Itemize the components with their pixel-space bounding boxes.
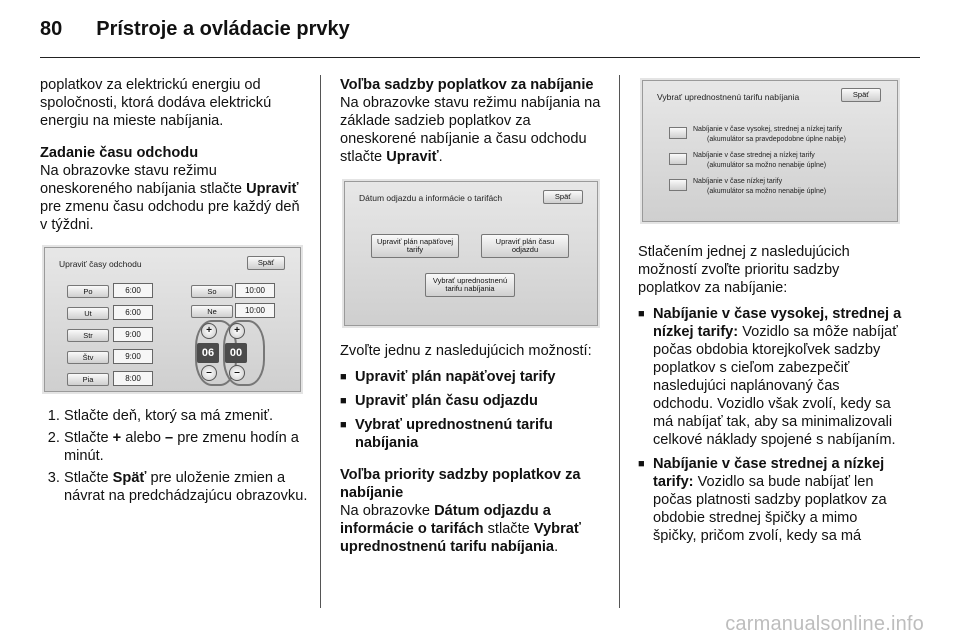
day-time-ne[interactable]: 10:00 [235, 303, 275, 318]
priority-item: ■ Nabíjanie v čase vysokej, strednej a nízkej tarify: Vozidlo sa môže nabíjať počas obdobia ktorejkoľvek sadzby poplatkov s cieľom zabezpečiť nasledujúci naplánovaný čas odchodu. Vozidlo však zvolí, kedy sa má nabíjať tak, aby sa minimalizovali celkové náklady spojené s nabíjaním. [638, 305, 902, 449]
day-time-ut[interactable]: 6:00 [113, 305, 153, 320]
column-3 [638, 243, 902, 551]
step-2: 2. Stlačte + alebo – pre zmenu hodín a minút. [64, 429, 310, 465]
tariff-info-screen [344, 181, 598, 326]
preferred-tariff-screen [642, 80, 898, 222]
section-heading-tariff: Voľba sadzby poplatkov za nabíjanie [340, 77, 594, 93]
back-button[interactable]: Späť [247, 256, 285, 270]
section-heading-departure: Zadanie času odchodu [40, 145, 199, 161]
option-item: ■ Upraviť plán času odjazdu [340, 392, 608, 410]
day-button-str[interactable]: Str [67, 329, 109, 342]
choose-text: Zvoľte jednu z nasledujúcich možností: [340, 343, 592, 359]
page-number: 80 [40, 18, 63, 40]
intro-text: poplatkov za elektrickú energiu od spoločnosti, ktorá dodáva elektrickú energiu na mieste nabíjania. [40, 77, 272, 129]
option-checkbox-mid-low[interactable] [669, 153, 687, 165]
back-button[interactable]: Späť [543, 190, 583, 204]
option-item: ■ Vybrať uprednostnenú tarifu nabíjania [340, 416, 608, 452]
day-time-pia[interactable]: 8:00 [113, 371, 153, 386]
day-time-po[interactable]: 6:00 [113, 283, 153, 298]
edit-departure-plan-button[interactable]: Upraviť plán času odjazdu [481, 234, 569, 258]
hour-plus-button[interactable]: + [201, 323, 217, 339]
option-label: Nabíjanie v čase strednej a nízkej tarify [693, 152, 815, 159]
minute-minus-button[interactable]: – [229, 365, 245, 381]
day-time-stv[interactable]: 9:00 [113, 349, 153, 364]
screen-title: Vybrať uprednostnenú tarifu nabíjania [657, 92, 800, 102]
column-1 [40, 76, 308, 234]
option-sublabel: (akumulátor sa možno nenabije úplne) [707, 188, 827, 195]
day-button-so[interactable]: So [191, 285, 233, 298]
priority-instructions: Na obrazovke Dátum odjazdu a informácie o tarifách stlačte Vybrať uprednostnenú tarifu nabíjania. [340, 503, 581, 555]
option-sublabel: (akumulátor sa možno nenabije úplne) [707, 162, 827, 169]
minute-value: 00 [225, 343, 247, 363]
option-checkbox-low[interactable] [669, 179, 687, 191]
day-button-stv[interactable]: Štv [67, 351, 109, 364]
day-time-str[interactable]: 9:00 [113, 327, 153, 342]
departure-instructions: Na obrazovke stavu režimu oneskoreného nabíjania stlačte Upraviť pre zmenu času odchodu pre každý deň v týždni. [40, 163, 300, 233]
column-divider-2 [619, 75, 620, 608]
tariff-instructions: Na obrazovke stavu režimu nabíjania na základe sadzieb poplatkov za oneskorené nabíjanie a času odchodu stlačte Upraviť. [340, 95, 601, 165]
section-heading-priority: Voľba priority sadzby poplatkov za nabíjanie [340, 467, 581, 501]
departure-times-screen [44, 247, 301, 392]
option-label: Nabíjanie v čase nízkej tarify [693, 178, 783, 185]
page-header [40, 18, 350, 41]
screen-title: Upraviť časy odchodu [59, 259, 142, 269]
day-button-ut[interactable]: Ut [67, 307, 109, 320]
priority-intro: Stlačením jednej z nasledujúcich možností zvoľte prioritu sadzby poplatkov za nabíjanie: [638, 244, 850, 296]
option-sublabel: (akumulátor sa pravdepodobne úplne nabije) [707, 136, 846, 143]
hour-value: 06 [197, 343, 219, 363]
edit-voltage-tariff-button[interactable]: Upraviť plán napäťovej tarify [371, 234, 459, 258]
screen-title: Dátum odjazdu a informácie o tarifách [359, 193, 503, 203]
step-3: 3. Stlačte Späť pre uloženie zmien a návrat na predchádzajúcu obrazovku. [64, 469, 310, 505]
step-1: 1. Stlačte deň, ktorý sa má zmeniť. [64, 407, 310, 425]
page-title: Prístroje a ovládacie prvky [96, 18, 350, 40]
option-checkbox-high-mid-low[interactable] [669, 127, 687, 139]
header-divider [40, 57, 920, 58]
hour-minus-button[interactable]: – [201, 365, 217, 381]
column-2-lower [340, 342, 608, 556]
priority-item: ■ Nabíjanie v čase strednej a nízkej tarify: Vozidlo sa bude nabíjať len počas platnosti sadzby poplatkov za obdobie strednej špičky a mimo špičky, pričom zvolí, kedy sa má [638, 455, 902, 545]
minute-plus-button[interactable]: + [229, 323, 245, 339]
watermark: carmanualsonline.info [725, 613, 924, 635]
option-item: ■ Upraviť plán napäťovej tarify [340, 368, 608, 386]
day-button-po[interactable]: Po [67, 285, 109, 298]
option-label: Nabíjanie v čase vysokej, strednej a nízkej tarify [693, 126, 843, 133]
back-button[interactable]: Späť [841, 88, 881, 102]
day-button-pia[interactable]: Pia [67, 373, 109, 386]
column-2 [340, 76, 608, 166]
select-preferred-tariff-button[interactable]: Vybrať uprednostnenú tarifu nabíjania [425, 273, 515, 297]
steps-list [40, 407, 310, 509]
column-divider-1 [320, 75, 321, 608]
day-time-so[interactable]: 10:00 [235, 283, 275, 298]
day-button-ne[interactable]: Ne [191, 305, 233, 318]
